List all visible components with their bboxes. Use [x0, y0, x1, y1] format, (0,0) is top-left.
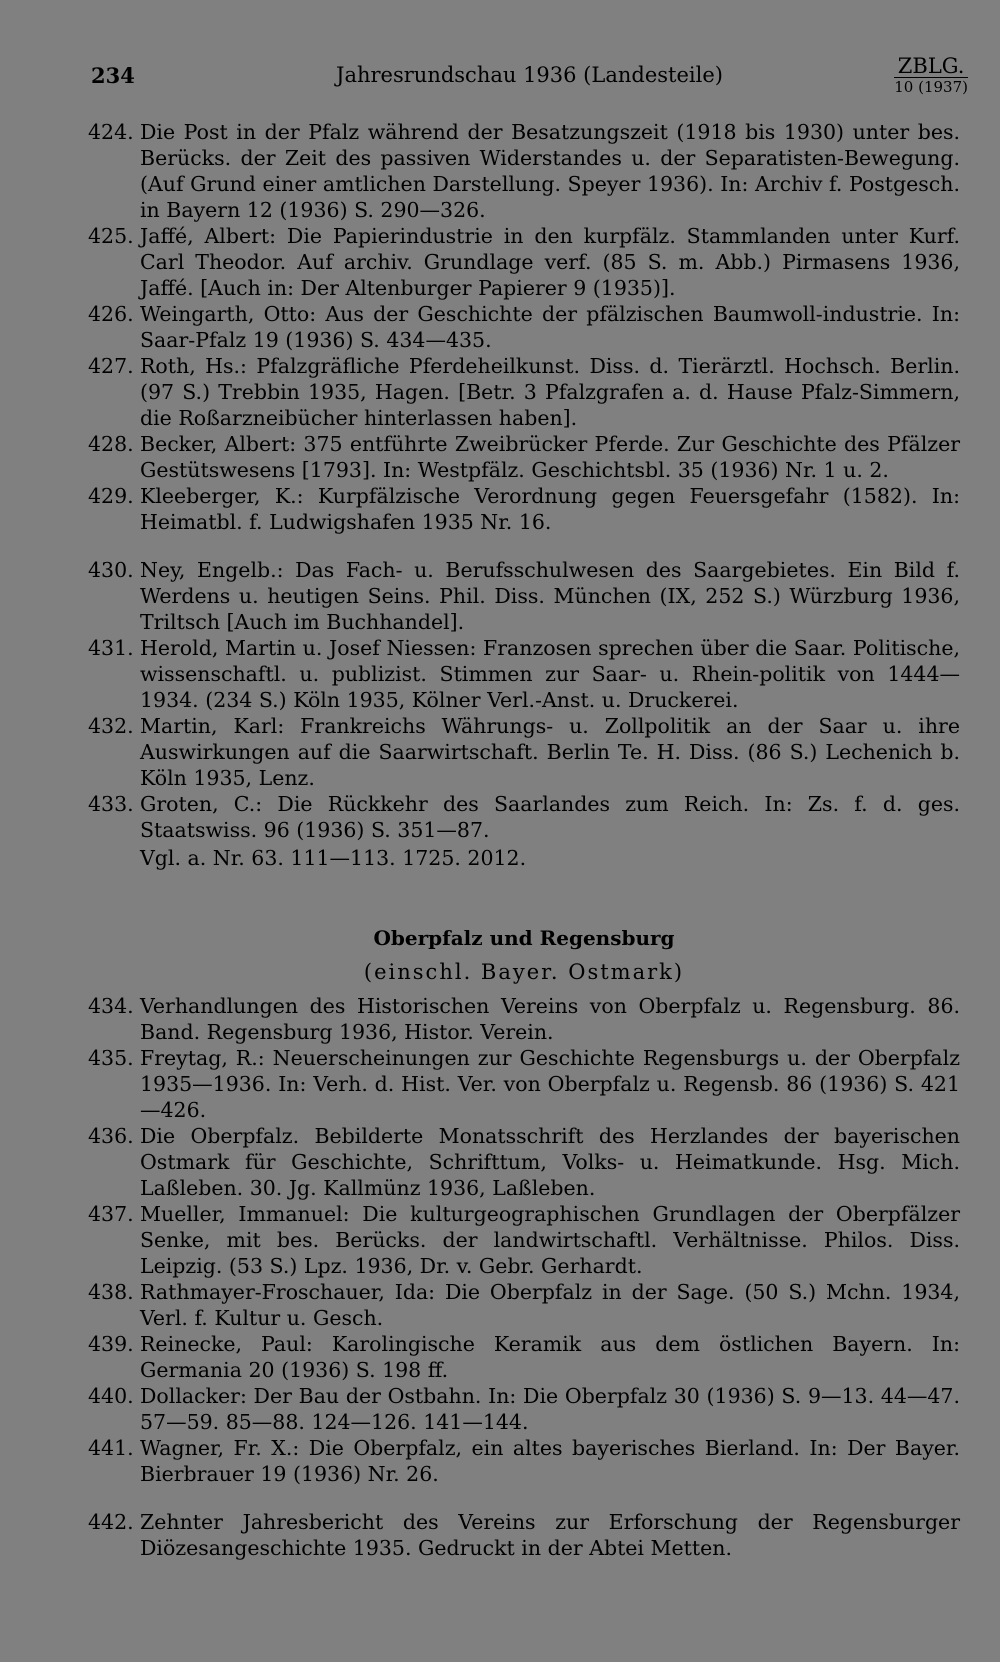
bibliography-entry: [88, 301, 960, 353]
entry-number: 438.: [88, 1280, 134, 1304]
entry-number: 442.: [88, 1510, 134, 1534]
entry-number: 427.: [88, 354, 134, 378]
bibliography-entry: [88, 119, 960, 223]
bibliography-entry: [88, 1509, 960, 1561]
bibliography-entry: [88, 1201, 960, 1279]
entry-number: 441.: [88, 1436, 134, 1460]
entry-text: Reinecke, Paul: Karolingische Keramik aus dem östlichen Bayern. In: Germania 20 (1936) S. 198 ff.: [140, 1332, 960, 1382]
entry-number: 437.: [88, 1202, 134, 1226]
bibliography-entry: [88, 1123, 960, 1201]
entry-text: Kleeberger, K.: Kurpfälzische Verordnung gegen Feuersgefahr (1582). In: Heimatbl. f. Ludwigshafen 1935 Nr. 16.: [140, 484, 960, 534]
running-title: Jahresrundschau 1936 (Landesteile): [336, 63, 723, 87]
entry-number: 435.: [88, 1046, 134, 1070]
bibliography-entry: [88, 431, 960, 483]
section-heading: Oberpfalz und Regensburg: [373, 926, 675, 950]
entry-text: Die Oberpfalz. Bebilderte Monatsschrift des Herzlandes der bayerischen Ostmark für Geschichte, Schrifttum, Volks- u. Heimatkunde. Hsg. Mich. Laßleben. 30. Jg. Kallmünz 1936, Laßleben.: [140, 1124, 960, 1200]
page-header: [91, 55, 968, 99]
entry-text: Herold, Martin u. Josef Niessen: Franzosen sprechen über die Saar. Politische, wissenschaftl. u. publizist. Stimmen zur Saar- u. Rhein-politik von 1444—1934. (234 S.) Köln 1935, Kölner Verl.-Anst. u. Druckerei.: [140, 636, 960, 712]
entry-group-regensburg: [88, 1509, 960, 1561]
page-number: 234: [91, 63, 135, 88]
entry-group-saar: [88, 557, 960, 843]
bibliography-entry: [88, 713, 960, 791]
entry-number: 440.: [88, 1384, 134, 1408]
bibliography-entry: [88, 557, 960, 635]
entry-text: Rathmayer-Froschauer, Ida: Die Oberpfalz in der Sage. (50 S.) Mchn. 1934, Verl. f. Kultur u. Gesch.: [140, 1280, 960, 1330]
entry-number: 428.: [88, 432, 134, 456]
bibliography-entry: [88, 483, 960, 535]
bibliography-entry: [88, 1279, 960, 1331]
bibliography-entry: [88, 1331, 960, 1383]
entry-group-pfalz: [88, 119, 960, 535]
entry-number: 432.: [88, 714, 134, 738]
entry-text: Verhandlungen des Historischen Vereins von Oberpfalz u. Regensburg. 86. Band. Regensburg 1936, Histor. Verein.: [140, 994, 960, 1044]
entry-number: 424.: [88, 120, 134, 144]
entry-text: Weingarth, Otto: Aus der Geschichte der pfälzischen Baumwoll-industrie. In: Saar-Pfalz 19 (1936) S. 434—435.: [140, 302, 960, 352]
journal-reference: [894, 55, 968, 96]
entry-group-oberpfalz: [88, 993, 960, 1487]
bibliography-entry: [88, 1435, 960, 1487]
entry-text: Jaffé, Albert: Die Papierindustrie in den kurpfälz. Stammlanden unter Kurf. Carl Theodor. Auf archiv. Grundlage verf. (85 S. m. Abb.) Pirmasens 1936, Jaffé. [Auch in: Der Altenburger Papierer 9 (1935)].: [140, 224, 960, 300]
entry-text: Mueller, Immanuel: Die kulturgeographischen Grundlagen der Oberpfälzer Senke, mit bes. Berücks. der landwirtschaftl. Verhältnisse. Philos. Diss. Leipzig. (53 S.) Lpz. 1936, Dr. v. Gebr. Gerhardt.: [140, 1202, 960, 1278]
bibliography-entry: [88, 353, 960, 431]
journal-volume: 10 (1937): [894, 78, 968, 97]
bibliography-entry: [88, 993, 960, 1045]
bibliography-entry: [88, 791, 960, 843]
entry-number: 434.: [88, 994, 134, 1018]
bibliography-entry: [88, 1045, 960, 1123]
entry-number: 439.: [88, 1332, 134, 1356]
entry-text: Die Post in der Pfalz während der Besatzungszeit (1918 bis 1930) unter bes. Berücks. der Zeit des passiven Widerstandes u. der Separatisten-Bewegung. (Auf Grund einer amtlichen Darstellung. Speyer 1936). In: Archiv f. Postgesch. in Bayern 12 (1936) S. 290—326.: [140, 120, 960, 222]
entry-text: Becker, Albert: 375 entführte Zweibrücker Pferde. Zur Geschichte des Pfälzer Gestütswesens [1793]. In: Westpfälz. Geschichtsbl. 35 (1936) Nr. 1 u. 2.: [140, 432, 960, 482]
entry-text: Freytag, R.: Neuerscheinungen zur Geschichte Regensburgs u. der Oberpfalz 1935—1936. In: Verh. d. Hist. Ver. von Oberpfalz u. Regensb. 86 (1936) S. 421—426.: [140, 1046, 960, 1122]
entry-number: 426.: [88, 302, 134, 326]
bibliography-content: [88, 119, 960, 1561]
bibliography-entry: [88, 635, 960, 713]
entry-number: 430.: [88, 558, 134, 582]
entry-text: Wagner, Fr. X.: Die Oberpfalz, ein altes bayerisches Bierland. In: Der Bayer. Bierbrauer 19 (1936) Nr. 26.: [140, 1436, 960, 1486]
entry-number: 433.: [88, 792, 134, 816]
entry-number: 425.: [88, 224, 134, 248]
entry-text: Roth, Hs.: Pfalzgräfliche Pferdeheilkunst. Diss. d. Tierärztl. Hochsch. Berlin. (97 S.) Trebbin 1935, Hagen. [Betr. 3 Pfalzgrafen a. d. Hause Pfalz-Simmern, die Roßarzneibücher hinterlassen haben].: [140, 354, 960, 430]
entry-number: 429.: [88, 484, 134, 508]
entry-number: 431.: [88, 636, 134, 660]
entry-text: Dollacker: Der Bau der Ostbahn. In: Die Oberpfalz 30 (1936) S. 9—13. 44—47. 57—59. 85—88. 124—126. 141—144.: [140, 1384, 960, 1434]
entry-text: Ney, Engelb.: Das Fach- u. Berufsschulwesen des Saargebietes. Ein Bild f. Werdens u. heutigen Seins. Phil. Diss. München (IX, 252 S.) Würzburg 1936, Triltsch [Auch im Buchhandel].: [140, 558, 960, 634]
entry-text: Martin, Karl: Frankreichs Währungs- u. Zollpolitik an der Saar u. ihre Auswirkungen auf die Saarwirtschaft. Berlin Te. H. Diss. (86 S.) Lechenich b. Köln 1935, Lenz.: [140, 714, 960, 790]
entry-text: Groten, C.: Die Rückkehr des Saarlandes zum Reich. In: Zs. f. d. ges. Staatswiss. 96 (1936) S. 351—87.: [140, 792, 960, 842]
entry-number: 436.: [88, 1124, 134, 1148]
journal-abbrev: ZBLG.: [897, 54, 965, 78]
section-subheading: (einschl. Bayer. Ostmark): [363, 960, 685, 984]
see-also-note: Vgl. a. Nr. 63. 111—113. 1725. 2012.: [140, 846, 527, 870]
section-header: [88, 925, 960, 985]
bibliography-entry: [88, 223, 960, 301]
entry-text: Zehnter Jahresbericht des Vereins zur Erforschung der Regensburger Diözesangeschichte 1935. Gedruckt in der Abtei Metten.: [140, 1510, 960, 1560]
bibliography-entry: [88, 1383, 960, 1435]
